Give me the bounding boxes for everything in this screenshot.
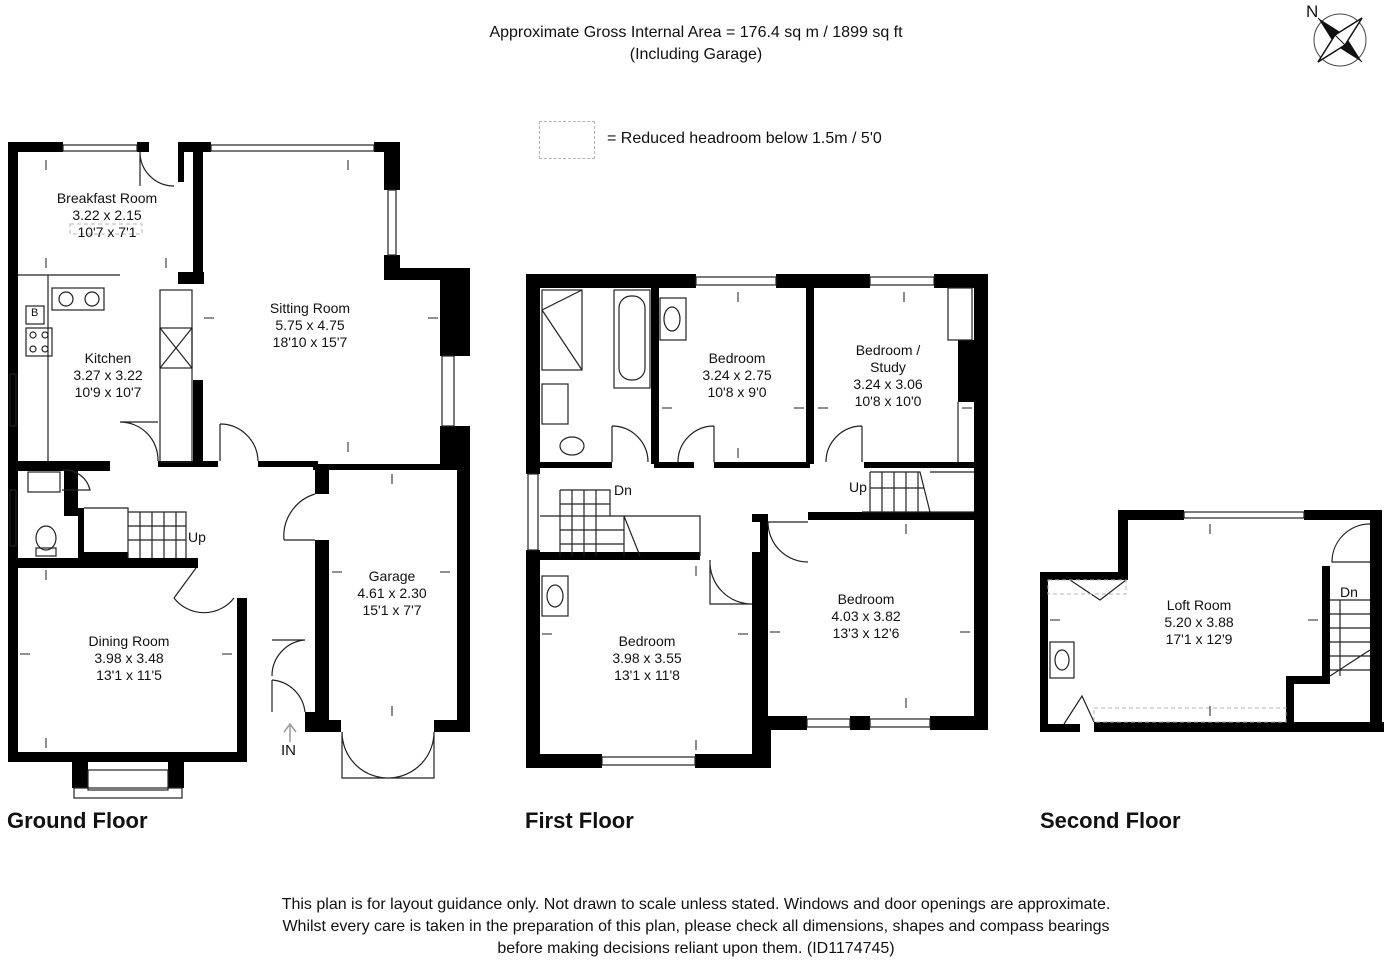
room-garage — [357, 568, 426, 619]
room-imperial: 10'7 x 7'1 — [77, 224, 137, 240]
gf-kitchen-sink — [52, 288, 104, 310]
sf-stairs-down-label: Dn — [1340, 584, 1358, 600]
ff-stairs-down-label: Dn — [614, 482, 632, 498]
ff-wall-left-upper — [526, 274, 540, 474]
gross-area-text: Approximate Gross Internal Area = 176.4 sq m / 1899 sq ft — [489, 24, 903, 41]
gf-wall-inner-spine-top — [193, 152, 203, 284]
ff-wall-bed3-right — [752, 552, 760, 762]
room-imperial: 13'1 x 11'5 — [96, 667, 162, 683]
room-name-line2: Study — [870, 359, 906, 375]
ff-wall-stair-top — [752, 514, 768, 522]
ff-wall-landing-top — [540, 462, 612, 468]
ff-wall-top — [526, 274, 696, 288]
room-imperial: 13'3 x 12'6 — [832, 625, 900, 641]
room-metric: 3.27 x 3.22 — [73, 367, 143, 383]
ff-door-bath — [612, 426, 648, 462]
sf-wall-right — [1370, 510, 1382, 732]
gf-kitchen-cupboard — [160, 290, 192, 462]
second-floor-label: Second Floor — [1040, 808, 1181, 833]
room-imperial: 10'8 x 10'0 — [854, 393, 922, 409]
sf-hatch-top — [1070, 580, 1126, 600]
gf-wall-dining-top — [8, 558, 198, 568]
ff-door-study — [826, 426, 862, 462]
ff-wall-landing-top2 — [654, 462, 694, 468]
gf-door-breakfast — [140, 152, 174, 186]
gf-window-sitting-side — [388, 190, 396, 255]
gf-wall-garage-left — [315, 540, 329, 732]
gf-door-kitchen — [120, 422, 158, 461]
legend-text: = Reduced headroom below 1.5m / 5'0 — [607, 130, 882, 147]
gf-wall-left — [8, 142, 18, 762]
gf-wall-hall-left — [237, 598, 247, 762]
room-kitchen — [73, 350, 142, 401]
ff-bathtub-inner — [619, 296, 645, 380]
sf-wall-left — [1040, 572, 1048, 732]
sf-stairs — [1330, 600, 1370, 676]
gf-wall-garage-bottom-right — [434, 720, 470, 732]
ff-wall-top-mid — [776, 274, 870, 288]
ff-stairs-up — [862, 472, 974, 512]
ff-window-study — [870, 277, 934, 285]
sf-wall-bottom-left — [1040, 724, 1080, 732]
ff-wall-bed4-left — [760, 514, 768, 724]
gf-window-sitting-right — [442, 356, 454, 426]
ground-floor-label: Ground Floor — [7, 808, 148, 833]
gf-door-front — [272, 680, 305, 712]
room-bedroom-3 — [612, 633, 681, 684]
gf-wall-hall-bottom-right — [305, 712, 317, 732]
ff-bed3-basin — [542, 576, 568, 616]
room-name: Bedroom — [618, 633, 676, 649]
ff-wall-bed1-div — [806, 288, 814, 464]
gf-stairs-up-label: Up — [188, 529, 206, 545]
sf-wall-mid-step — [1040, 572, 1128, 580]
room-metric: 5.20 x 3.88 — [1164, 614, 1234, 630]
gf-wc-toilet — [36, 526, 56, 550]
gf-hob-ring-1 — [30, 332, 36, 338]
gf-wall-wc-right — [64, 466, 78, 516]
ff-wall-bath-div — [651, 288, 659, 464]
compass-north-label: N — [1306, 2, 1319, 21]
room-bedroom-4 — [831, 591, 900, 642]
room-loft — [1164, 597, 1233, 648]
gf-door-cupboard — [272, 640, 305, 676]
ff-study-cupboard — [948, 288, 972, 340]
ff-shower-diag-2 — [542, 310, 582, 370]
entrance-label: IN — [281, 742, 296, 759]
disclaimer-line-2: Whilst every care is taken in the preparation of this plan, please check all dimensions, shapes and compass bearings — [282, 918, 1110, 935]
room-metric: 3.24 x 3.06 — [853, 376, 923, 392]
sf-door-loft — [1332, 524, 1370, 562]
gf-door-sitting — [220, 424, 258, 461]
ff-window-landing — [528, 474, 538, 550]
room-name: Sitting Room — [269, 300, 351, 316]
gf-wall-kitchen-corner — [178, 272, 204, 284]
gf-wall-top-breakfast — [8, 142, 63, 152]
room-metric: 3.24 x 2.75 — [702, 367, 772, 383]
ff-wall-bottom-right2 — [850, 716, 870, 730]
gf-wall-garage-right — [457, 466, 470, 732]
gf-wall-wc-low — [78, 508, 84, 558]
room-bedroom-1 — [702, 350, 771, 401]
gf-wall-breakfast-kitchen-div — [178, 142, 184, 182]
ff-wall-landing-top3 — [714, 462, 810, 468]
gf-wall-dining-bottom — [8, 752, 247, 762]
gf-wall-bay-right — [168, 760, 184, 788]
gf-wall-right-lower — [440, 426, 470, 466]
sf-reduced-headroom-bottom — [1094, 708, 1286, 722]
disclaimer-line-3: before making decisions reliant upon them. (ID1174745) — [497, 940, 895, 957]
sf-wall-stair-left — [1322, 566, 1330, 684]
entrance-arrow-icon — [284, 724, 296, 742]
gf-wall-top-breakfast-right — [137, 142, 149, 152]
sf-window-loft — [1184, 512, 1304, 518]
ff-door-bed1 — [678, 426, 714, 462]
gf-wall-garage-top — [313, 464, 470, 470]
room-metric: 3.98 x 3.48 — [94, 650, 164, 666]
gf-wall-sitting-bottom — [258, 461, 318, 467]
room-metric: 3.22 x 2.15 — [72, 207, 142, 223]
ff-wall-study-side — [958, 340, 974, 402]
ff-wall-bed3-top — [540, 552, 700, 560]
ff-bath-basin — [542, 384, 568, 424]
sf-hatch-bottom — [1064, 696, 1094, 724]
gf-wall-wc-bottom — [78, 552, 128, 558]
room-name: Garage — [368, 568, 416, 584]
ff-window-bed4-b — [870, 719, 930, 727]
room-metric: 3.98 x 3.55 — [612, 650, 682, 666]
disclaimer-line-1: This plan is for layout guidance only. Not drawn to scale unless stated. Windows and door openings are approximate. — [281, 896, 1111, 913]
gf-wall-garage-left-top — [315, 468, 329, 494]
ff-wall-right — [974, 274, 988, 730]
gf-wc-cistern — [36, 548, 56, 556]
room-imperial: 17'1 x 12'9 — [1165, 631, 1233, 647]
room-metric: 5.75 x 4.75 — [275, 317, 345, 333]
ff-window-bed3 — [602, 757, 695, 765]
sf-basin — [1050, 642, 1074, 678]
room-metric: 4.61 x 2.30 — [357, 585, 427, 601]
room-name: Dining Room — [88, 633, 170, 649]
gf-wall-sitting-right-upper — [384, 142, 400, 190]
ff-bed1-basin-bowl — [664, 307, 680, 331]
ff-bed3-basin-bowl — [547, 585, 563, 607]
gf-stairs — [84, 508, 186, 558]
gf-kitchen-sink-bowl-b — [85, 292, 99, 306]
ff-door-bed4 — [768, 522, 808, 562]
gf-wall-right-upper — [440, 268, 470, 356]
room-imperial: 15'1 x 7'7 — [362, 602, 422, 618]
room-imperial: 18'10 x 15'7 — [272, 334, 348, 350]
gf-wc-basin — [28, 472, 60, 492]
sf-wall-bottom — [1094, 722, 1384, 732]
gf-window-breakfast — [63, 145, 137, 151]
room-sitting — [270, 300, 350, 351]
ff-wall-bed4-top — [808, 512, 978, 520]
sf-wall-upper-left — [1118, 510, 1128, 580]
room-imperial: 10'9 x 10'7 — [74, 384, 142, 400]
room-imperial: 10'8 x 9'0 — [707, 384, 767, 400]
disclaimer — [0, 894, 1392, 960]
gf-wall-top-sitting-left — [183, 142, 211, 152]
sf-basin-bowl — [1055, 650, 1069, 670]
room-breakfast — [57, 190, 157, 241]
room-name: Bedroom — [837, 591, 895, 607]
garage-note-text: (Including Garage) — [629, 46, 763, 63]
room-metric: 4.03 x 3.82 — [831, 608, 901, 624]
ff-wall-left-lower — [526, 550, 540, 768]
ff-window-bed1 — [696, 277, 776, 285]
boiler-label: B — [31, 307, 39, 319]
room-name: Kitchen — [84, 350, 132, 366]
gf-door-garage — [284, 494, 315, 540]
gf-window-sitting-top — [211, 145, 374, 151]
first-floor-label: First Floor — [525, 808, 634, 833]
gf-wall-inner-spine-bot — [193, 380, 203, 466]
ff-shower-diag-1 — [542, 290, 582, 310]
gf-hob-ring-4 — [42, 346, 48, 352]
ff-window-bed4-a — [807, 719, 850, 727]
gf-hob-ring-2 — [42, 332, 48, 338]
gf-garage-doors — [342, 732, 434, 778]
gf-wall-kitchen-bottom-left — [8, 461, 110, 471]
ff-door-bed3 — [710, 560, 752, 604]
ff-stairs-down — [540, 490, 700, 556]
room-name: Bedroom / — [855, 342, 921, 358]
gf-window-dining-bay — [88, 770, 168, 790]
gf-hob-ring-3 — [30, 346, 36, 352]
room-name: Bedroom — [708, 350, 766, 366]
room-name: Breakfast Room — [56, 190, 158, 206]
room-name: Loft Room — [1166, 597, 1232, 613]
gf-kitchen-sink-bowl-a — [59, 292, 73, 306]
room-bedroom-study — [853, 342, 922, 410]
gf-wall-bay-left — [72, 760, 88, 788]
ff-wall-landing-top4 — [864, 462, 974, 468]
gf-wall-garage-bottom-left — [315, 720, 341, 732]
ff-stairs-up-label: Up — [849, 479, 867, 495]
ff-wall-bottom-left — [526, 754, 602, 768]
compass-rose-icon — [1314, 14, 1366, 66]
gf-door-dining — [174, 568, 234, 613]
room-imperial: 13'1 x 11'8 — [614, 667, 680, 683]
ff-bath-toilet — [560, 437, 584, 455]
ff-shower — [542, 290, 582, 370]
room-dining — [89, 633, 170, 684]
